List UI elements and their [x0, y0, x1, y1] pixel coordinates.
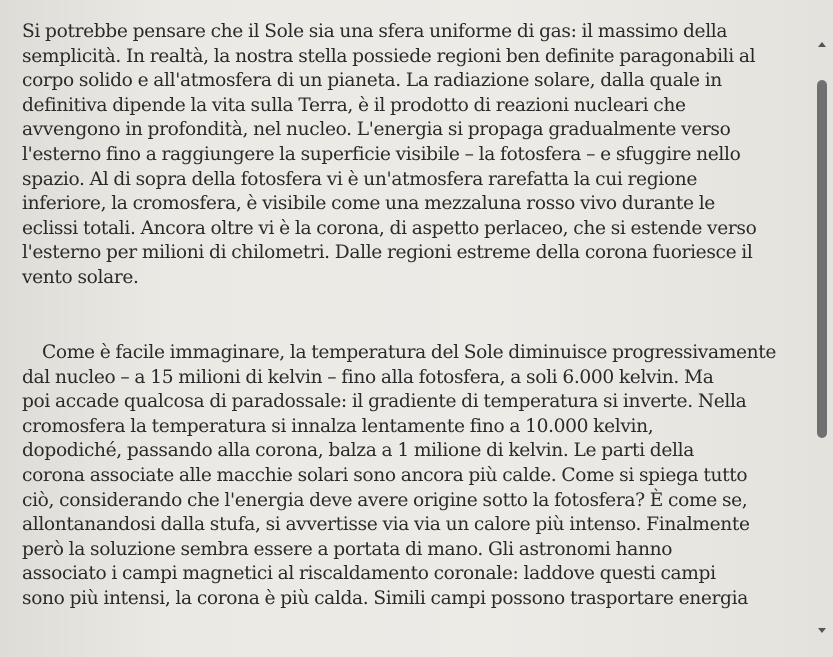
- vertical-scrollbar[interactable]: [811, 0, 833, 657]
- scrollbar-thumb[interactable]: [817, 80, 827, 438]
- scroll-up-icon[interactable]: [818, 42, 826, 47]
- text-line: avvengono in profondità, nel nucleo. L'energia si propaga gradualmente verso: [22, 119, 731, 141]
- text-line: semplicità. In realtà, la nostra stella possiede regioni ben definite paragonabili al: [22, 45, 756, 67]
- text-line: dopodiché, passando alla corona, balza a 1 milione di kelvin. Le parti della: [22, 440, 694, 462]
- text-line: l'esterno per milioni di chilometri. Dalle regioni estreme della corona fuoriesce il: [22, 242, 753, 264]
- text-line: allontanandosi dalla stufa, si avvertisse via via un calore più intenso. Finalmente: [22, 514, 750, 536]
- text-line: poi accade qualcosa di paradossale: il gradiente di temperatura si inverte. Nella: [22, 391, 747, 413]
- text-line: Si potrebbe pensare che il Sole sia una sfera uniforme di gas: il massimo della: [22, 21, 728, 42]
- text-line: sono più intensi, la corona è più calda. Simili campi possono trasportare energia: [22, 587, 748, 609]
- text-line: corona associate alle macchie solari sono ancora più calde. Come si spiega tutto: [22, 464, 748, 486]
- paragraph-2: [22, 341, 814, 612]
- text-line: però la soluzione sembra essere a portata di mano. Gli astronomi hanno: [22, 538, 673, 560]
- paragraph-1: [22, 20, 814, 291]
- scroll-down-icon[interactable]: [818, 628, 826, 633]
- text-line: dal nucleo – a 15 milioni di kelvin – fino alla fotosfera, a soli 6.000 kelvin. Ma: [22, 366, 714, 388]
- text-line: corpo solido e all'atmosfera di un pianeta. La radiazione solare, dalla quale in: [22, 70, 722, 92]
- text-line: l'esterno fino a raggiungere la superficie visibile – la fotosfera – e sfuggire nello: [22, 143, 741, 165]
- text-line: spazio. Al di sopra della fotosfera vi è un'atmosfera rarefatta la cui regione: [22, 168, 697, 190]
- text-line: Come è facile immaginare, la temperatura del Sole diminuisce progressivamente: [42, 342, 777, 363]
- text-line: definitiva dipende la vita sulla Terra, è il prodotto di reazioni nucleari che: [22, 94, 686, 116]
- text-line: cromosfera la temperatura si innalza lentamente fino a 10.000 kelvin,: [22, 415, 654, 437]
- text-line: inferiore, la cromosfera, è visibile come una mezzaluna rosso vivo durante le: [22, 193, 715, 215]
- text-line: ciò, considerando che l'energia deve avere origine sotto la fotosfera? È come se,: [22, 489, 748, 511]
- text-line: vento solare.: [22, 266, 139, 288]
- text-line: eclissi totali. Ancora oltre vi è la corona, di aspetto perlaceo, che si estende verso: [22, 217, 757, 239]
- text-line: associato i campi magnetici al riscaldamento coronale: laddove questi campi: [22, 563, 716, 585]
